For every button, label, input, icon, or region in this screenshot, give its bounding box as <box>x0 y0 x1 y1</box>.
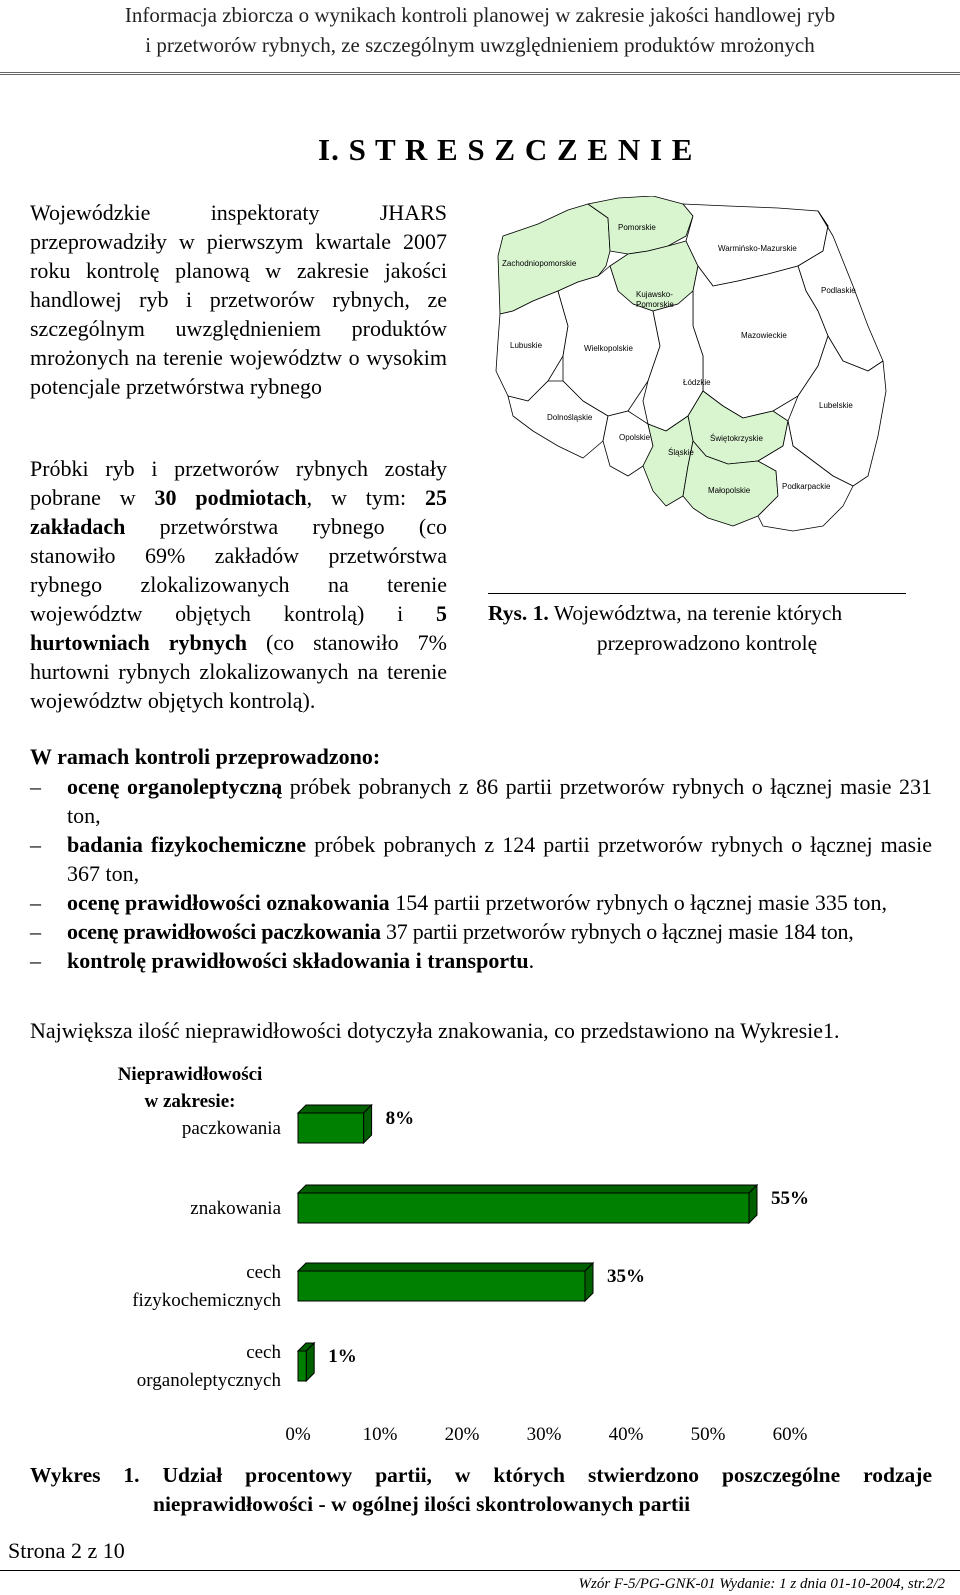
controls-intro: W ramach kontroli przeprowadzono: <box>30 744 381 769</box>
label-lubelskie: Lubelskie <box>819 401 853 410</box>
value-label: 8% <box>385 1108 415 1129</box>
dash-bullet: – <box>30 832 41 857</box>
list-item <box>30 888 932 917</box>
x-tick-label: 10% <box>362 1424 398 1445</box>
dash-bullet: – <box>30 890 41 915</box>
header-line-1: Informacja zbiorcza o wynikach kontroli planowej w zakresie jakości handlowej ryb <box>124 3 836 27</box>
samples-text-1: Próbki ryb i przetworów rybnych zostały pobrane w <box>30 456 447 510</box>
list-item-bold: ocenę prawidłowości paczkowania <box>67 919 381 944</box>
label-malopolskie: Małopolskie <box>708 486 751 495</box>
category-label: organoleptycznych <box>136 1370 281 1391</box>
label-mazowieckie: Mazowieckie <box>741 331 787 340</box>
x-tick-label: 50% <box>690 1424 726 1445</box>
map-caption <box>488 598 906 658</box>
category-label: cech <box>246 1262 281 1283</box>
list-item <box>30 772 932 830</box>
bar-top <box>298 1185 757 1193</box>
value-label: 1% <box>328 1346 357 1367</box>
samples-bold-zaklady: 25 zakładach <box>30 485 447 539</box>
category-label: paczkowania <box>181 1118 281 1139</box>
list-item <box>30 917 932 946</box>
list-item-bold: kontrolę prawidłowości składowania i transportu <box>67 948 529 973</box>
list-item-text: 154 partii przetworów rybnych o łącznej masie 335 ton, <box>389 890 887 915</box>
dash-bullet: – <box>30 948 41 973</box>
x-tick-label: 40% <box>608 1424 644 1445</box>
x-tick-label: 20% <box>444 1424 480 1445</box>
x-tick-label: 0% <box>285 1424 311 1445</box>
label-kujawsko-pomorskie-2: Pomorskie <box>636 300 674 309</box>
chart-caption-line-1: Wykres 1. Udział procentowy partii, w których stwierdzono poszczególne rodzaje <box>30 1463 932 1487</box>
controls-list <box>30 772 932 975</box>
label-pomorskie: Pomorskie <box>618 223 656 232</box>
label-kujawsko-pomorskie-1: Kujawsko- <box>636 290 673 299</box>
category-label: cech <box>246 1342 281 1363</box>
map-caption-text-1: Województwa, na terenie których <box>548 601 843 625</box>
list-item <box>30 830 932 888</box>
bar-top <box>298 1105 372 1113</box>
map-caption-rule <box>488 593 906 594</box>
page-number: Strona 2 z 10 <box>8 1538 125 1563</box>
list-item-bold: ocenę prawidłowości oznakowania <box>67 890 390 915</box>
chart-title-line-1: Nieprawidłowości <box>117 1064 263 1085</box>
footer-divider <box>0 1570 960 1571</box>
bar <box>298 1193 749 1223</box>
bar <box>298 1113 364 1143</box>
header-line-2: i przetworów rybnych, ze szczególnym uwzględnieniem produktów mrożonych <box>145 33 815 57</box>
list-item-bold: ocenę organoleptyczną <box>67 774 283 799</box>
document-header <box>0 0 960 60</box>
chart-title-line-2: w zakresie: <box>144 1091 236 1112</box>
label-opolskie: Opolskie <box>619 433 651 442</box>
samples-text-3: przetwórstwa rybnego (co stanowiło 69% zakładów przetwórstwa rybnego zlokalizowanych na terenie województw objętych kontrolą) i <box>30 514 447 626</box>
samples-text-2: , w tym: <box>306 485 425 510</box>
label-podkarpackie: Podkarpackie <box>782 482 831 491</box>
list-item <box>30 946 932 975</box>
label-slaskie: Śląskie <box>668 448 694 457</box>
label-swietokrzyskie: Świętokrzyskie <box>710 434 763 443</box>
label-dolnoslaskie: Dolnośląskie <box>547 413 593 422</box>
list-item-bold: badania fizykochemiczne <box>67 832 307 857</box>
bar-top <box>298 1263 593 1271</box>
samples-text-4: (co stanowiło 7% hurtowni rybnych zlokalizowanych na terenie województw objętych kontrolą). <box>30 630 447 713</box>
x-tick-label: 60% <box>772 1424 808 1445</box>
chart-caption <box>30 1461 932 1519</box>
dash-bullet: – <box>30 919 41 944</box>
value-label: 55% <box>771 1188 809 1209</box>
label-wielkopolskie: Wielkopolskie <box>584 344 633 353</box>
x-tick-label: 30% <box>526 1424 562 1445</box>
label-zachodniopomorskie: Zachodniopomorskie <box>502 259 577 268</box>
bar <box>298 1271 585 1301</box>
header-divider <box>0 72 960 75</box>
section-title: I. S T R E S Z C Z E N I E <box>318 132 694 167</box>
list-item-text: . <box>528 948 535 973</box>
category-label: fizykochemicznych <box>132 1290 281 1311</box>
value-label: 35% <box>607 1266 645 1287</box>
label-lodzkie: Łódzkie <box>683 378 711 387</box>
list-item-text: próbek pobranych z 86 partii przetworów rybnych o łącznej masie 231 ton, <box>67 774 932 828</box>
map-caption-number: Rys. 1. <box>488 601 549 625</box>
samples-paragraph <box>30 454 447 715</box>
chart-caption-line-2: nieprawidłowości - w ogólnej ilości skontrolowanych partii <box>153 1492 691 1516</box>
list-item-text: próbek pobranych z 124 partii przetworów rybnych o łącznej masie 367 ton, <box>67 832 932 886</box>
poland-voivodeships-map <box>488 196 888 536</box>
category-label: znakowania <box>190 1198 281 1219</box>
label-lubuskie: Lubuskie <box>510 341 543 350</box>
dash-bullet: – <box>30 774 41 799</box>
samples-bold-hurtownie: 5 hurtowniach rybnych <box>30 601 447 655</box>
label-podlaskie: Podlaskie <box>821 286 856 295</box>
form-identifier: Wzór F-5/PG-GNK-01 Wydanie: 1 z dnia 01-10-2004, str.2/2 <box>578 1576 945 1592</box>
list-item-text: 37 partii przetworów rybnych o łącznej masie 184 ton, <box>380 919 854 944</box>
samples-bold-podmioty: 30 podmiotach <box>154 485 307 510</box>
bar <box>298 1351 306 1381</box>
label-warminsko-mazurskie: Warmińsko-Mazurskie <box>718 244 797 253</box>
irregularities-bar-chart <box>0 1050 960 1460</box>
map-caption-text-2: przeprowadzono kontrolę <box>596 631 818 655</box>
summary-sentence: Największa ilość nieprawidłowości dotyczyła znakowania, co przedstawiono na Wykresie1. <box>30 1018 840 1043</box>
intro-paragraph: Wojewódzkie inspektoraty JHARS przeprowadziły w pierwszym kwartale 2007 roku kontrolę planową w zakresie jakości handlowej ryb i przetworów rybnych, ze szczególnym uwzględnieniem produktów mrożonych na terenie województw o wysokim potencjale przetwórstwa rybnego <box>30 200 447 399</box>
